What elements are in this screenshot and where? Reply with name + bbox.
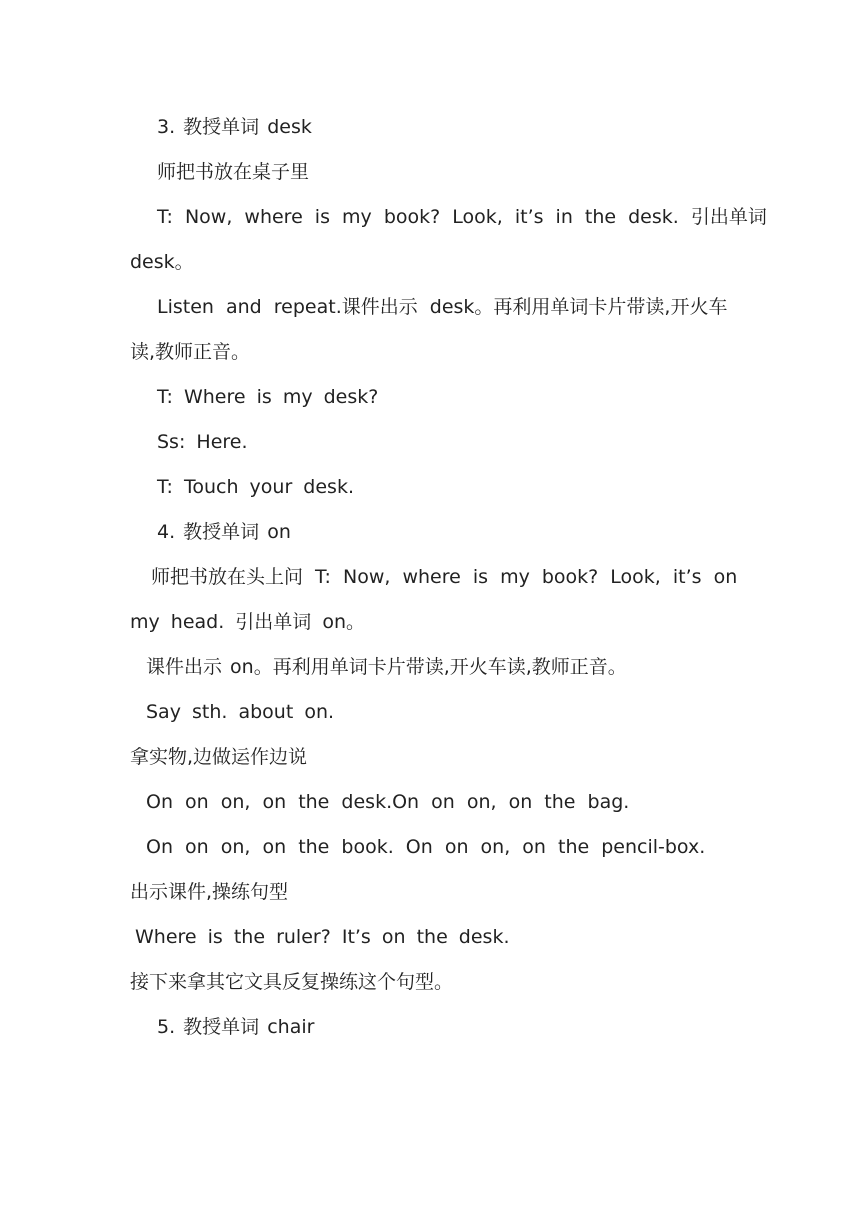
paragraph-line: T: Now, where is my book? Look, it’s in the desk. 引出单词 (157, 206, 767, 228)
paragraph-line: 拿实物,边做运作边说 (130, 746, 308, 768)
paragraph-line: desk。 (130, 251, 194, 273)
section-heading-on: 4. 教授单词 on (157, 521, 291, 543)
paragraph-line: Say sth. about on. (146, 701, 335, 723)
dialogue-line: T: Where is my desk? (157, 386, 379, 408)
dialogue-line: Ss: Here. (157, 431, 248, 453)
paragraph-line: 读,教师正音。 (130, 341, 251, 363)
paragraph-line: 接下来拿其它文具反复操练这个句型。 (130, 971, 454, 993)
dialogue-line: T: Touch your desk. (157, 476, 354, 498)
section-heading-desk: 3. 教授单词 desk (157, 116, 312, 138)
paragraph-line: 师把书放在桌子里 (157, 161, 310, 183)
paragraph-line: 出示课件,操练句型 (130, 881, 289, 903)
paragraph-line: Listen and repeat.课件出示 desk。再利用单词卡片带读,开火车 (157, 296, 728, 318)
paragraph-line: 课件出示 on。再利用单词卡片带读,开火车读,教师正音。 (146, 656, 627, 678)
paragraph-line: 师把书放在头上问 T: Now, where is my book? Look, it’s on (151, 566, 738, 588)
section-heading-chair: 5. 教授单词 chair (157, 1016, 315, 1038)
paragraph-line: my head. 引出单词 on。 (130, 611, 366, 633)
sentence-pattern-line: Where is the ruler? It’s on the desk. (135, 926, 510, 948)
chant-line: On on on, on the book. On on on, on the pencil-box. (146, 836, 706, 858)
chant-line: On on on, on the desk.On on on, on the bag. (146, 791, 630, 813)
